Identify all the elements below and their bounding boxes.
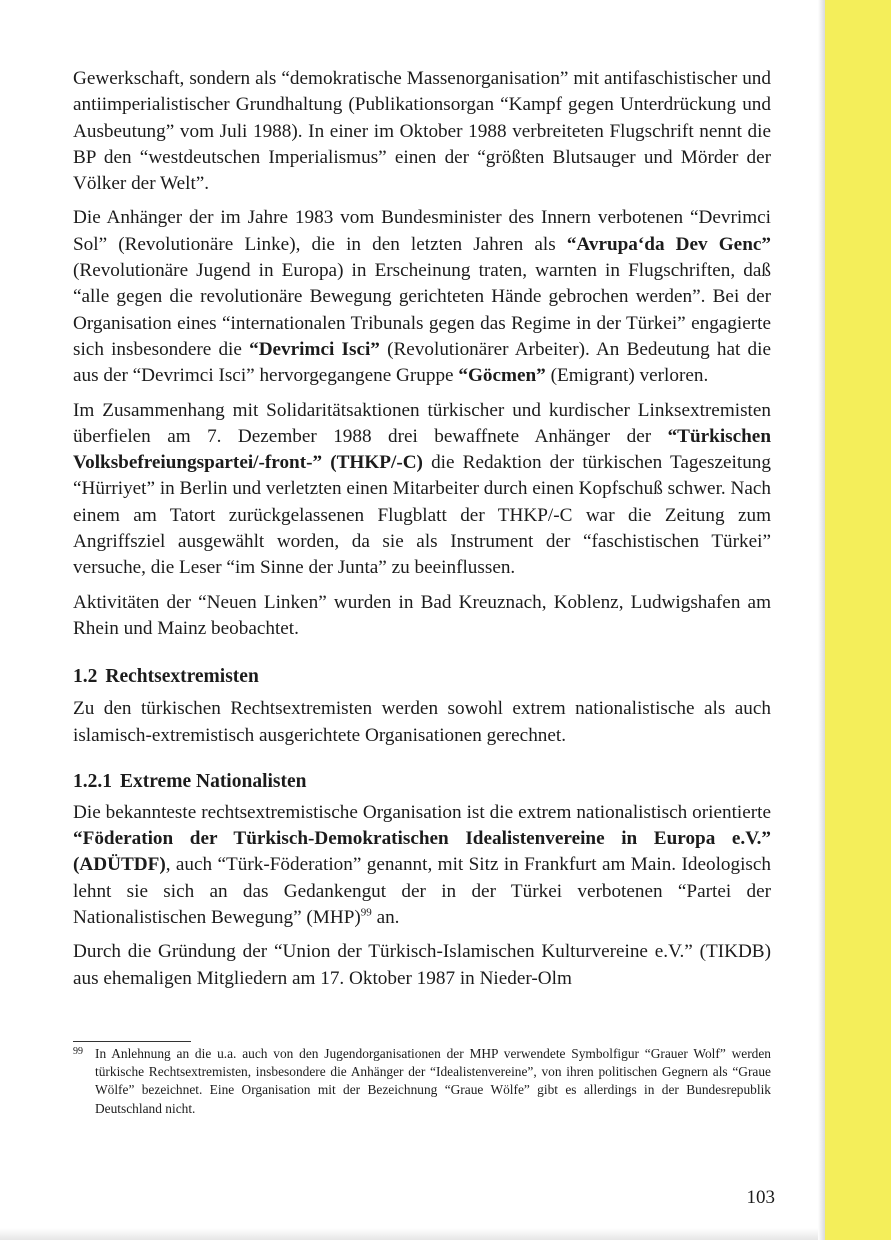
- paragraph: [73, 939, 771, 992]
- footnote-text: In Anlehnung an die u.a. auch von den Jugendorganisationen der MHP verwendete Symbolfigur “Grauer Wolf” werden türkische Rechtsextremisten, insbesondere die Anhänger der “Idealistenvereine”, von ihren politischen Gegnern als “Graue Wölfe” bezeichnet. Eine Organisation mit der Bezeichnung “Graue Wölfe” gibt es allerdings in der Bundesrepublik Deutschland nicht.: [95, 1046, 771, 1116]
- text-run: Durch die Gründung der “Union der Türkisch-Islamischen Kulturvereine e.V.” (TIKDB) aus ehemaligen Mitgliedern am 17. Oktober 1987 in Nieder-Olm: [73, 941, 771, 989]
- text-run: an.: [371, 907, 400, 929]
- text-run: Die bekannteste rechtsextremistische Organisation ist die extrem nationalistisch orientierte: [73, 801, 771, 823]
- text-run: (Revolutionärer Arbeiter). An Bedeutung hat die aus der “Devrimci Isci” hervorgegangene Gruppe: [73, 338, 771, 387]
- paragraph: [73, 205, 771, 389]
- paragraph: [73, 800, 771, 931]
- page-bottom-shadow: [0, 1228, 818, 1240]
- subsection-heading: [73, 769, 771, 795]
- page-edge-shadow: [818, 0, 825, 1240]
- paragraph: [73, 590, 771, 643]
- text-run: Die Anhänger der im Jahre 1983 vom Bundesminister des Innern verbotenen “Devrimci Sol” (Revolutionäre Linke), die in den letzten Jahren als: [73, 207, 771, 255]
- text-run: (Revolutionäre Jugend in Europa) in Erscheinung traten, warnten in Flugschriften, daß “alle gegen die revolutionäre Bewegung gerichteten Hände gebrochen werden”. Bei der Organisation eines “internationalen Tribunals gegen das Regime in der Türkei” engagierte sich insbesondere die: [73, 260, 771, 360]
- section-heading: [73, 664, 771, 690]
- text-run: Im Zusammenhang mit Solidaritätsaktionen türkischer und kurdischer Linksextremisten überfielen am 7. Dezember 1988 drei bewaffnete Anhänger der: [73, 399, 771, 447]
- bold-term: “Föderation der Türkisch-Demokratischen Idealistenvereine in Europa e.V.” (ADÜTDF): [73, 828, 771, 876]
- section-number: 1.2: [73, 666, 98, 688]
- bold-term: “Devrimci Isci”: [249, 338, 380, 360]
- bold-term: “Türkischen Volksbefreiungspartei/-front-” (THKP/-C): [73, 425, 771, 474]
- text-run: Aktivitäten der “Neuen Linken” wurden in Bad Kreuznach, Koblenz, Ludwigshafen am Rhein und Mainz beobachtet.: [73, 591, 771, 639]
- paragraph: Zu den türkischen Rechtsextremisten werden sowohl extrem nationalistische als auch islamisch-extremistisch ausgerichtete Organisationen gerechnet.: [73, 698, 771, 746]
- subsection-number: 1.2.1: [73, 770, 112, 792]
- text-run: (Emigrant) verloren.: [545, 365, 709, 387]
- footnote-divider: [73, 1041, 191, 1042]
- paragraph: [73, 398, 771, 582]
- footnote-marker: 99: [73, 1046, 83, 1057]
- bold-term: “Göcmen”: [458, 365, 546, 387]
- footnote: [73, 1045, 771, 1118]
- yellow-margin-stripe: [825, 0, 891, 1240]
- page-body: [73, 66, 771, 1000]
- page-number: 103: [746, 1187, 775, 1208]
- text-run: die Redaktion der türkischen Tageszeitung “Hürriyet” in Berlin und verletzten einen Mitarbeiter durch einen Kopfschuß schwer. Nach einem am Tatort zurückgelassenen Flugblatt der THKP/-C war die Zeitung zum Angriffsziel ausgewählt worden, da sie als Instrument der “faschistischen Türkei” versuche, die Leser “im Sinne der Junta” zu beeinflussen.: [73, 452, 771, 579]
- section-title: Rechtsextremisten: [105, 666, 259, 688]
- footnote-reference: 99: [360, 906, 372, 919]
- subsection-title: Extreme Nationalisten: [120, 770, 307, 792]
- paragraph: [73, 66, 771, 197]
- text-run: Gewerkschaft, sondern als “demokratische Massenorganisation” mit antifaschistischer und antiimperialistischer Grundhaltung (Publikationsorgan “Kampf gegen Unterdrückung und Ausbeutung” vom Juli 1988). In einer im Oktober 1988 verbreiteten Flugschrift nennt die BP den “westdeutschen Imperialismus” einen der “größten Blutsauger und Mörder der Völker der Welt”.: [73, 68, 771, 195]
- text-run: , auch “Türk-Föderation” genannt, mit Sitz in Frankfurt am Main. Ideologisch lehnt sie sich an das Gedankengut der in der Türkei verbotenen “Partei der Nationalistischen Bewegung” (MHP): [73, 854, 771, 929]
- bold-term: “Avrupa‘da Dev Genc”: [566, 233, 771, 255]
